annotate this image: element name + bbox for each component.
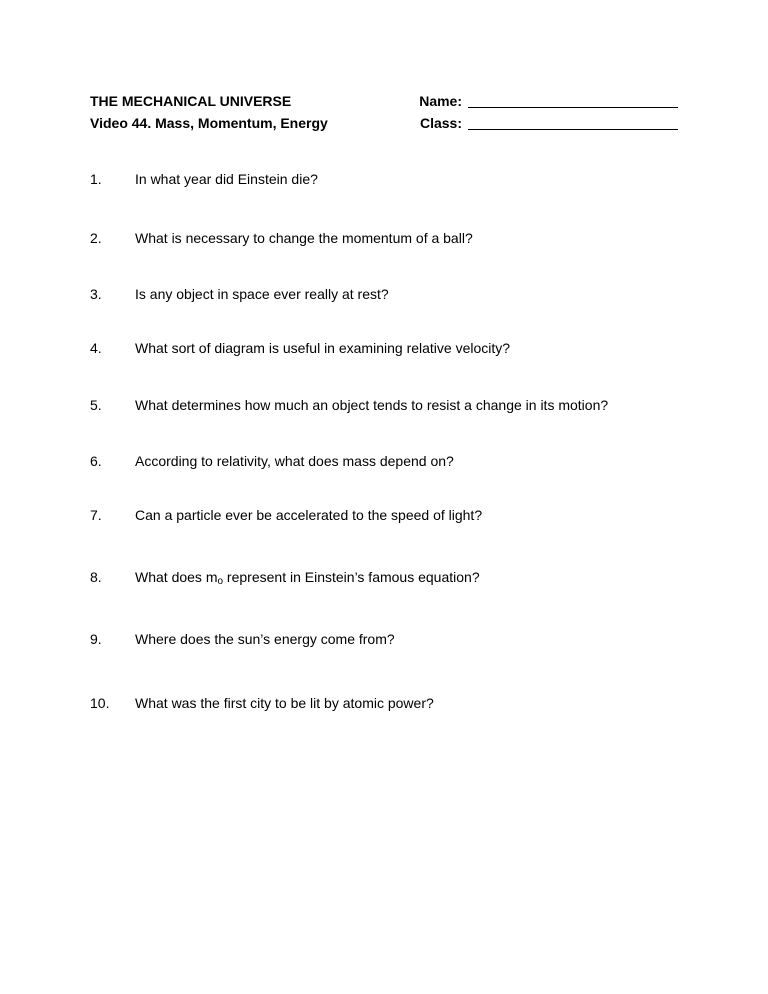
question-text-subscript: o (217, 576, 224, 587)
question-5 (90, 396, 608, 414)
question-4 (90, 339, 510, 357)
question-text: According to relativity, what does mass depend on? (135, 453, 454, 469)
question-number: 3. (90, 286, 102, 302)
class-field-row (410, 112, 678, 134)
worksheet-header (90, 90, 328, 134)
question-text: In what year did Einstein die? (135, 171, 318, 187)
question-2 (90, 229, 473, 247)
question-number: 7. (90, 507, 102, 523)
question-text: What determines how much an object tends to resist a change in its motion? (135, 397, 609, 413)
question-number: 8. (90, 569, 102, 585)
question-text (135, 568, 480, 591)
question-number: 5. (90, 397, 102, 413)
worksheet-title: THE MECHANICAL UNIVERSE (90, 93, 292, 109)
class-label: Class: (419, 115, 462, 131)
question-1 (90, 170, 318, 188)
question-text-start: What does m (135, 569, 218, 585)
name-field-row (410, 90, 678, 112)
class-blank-line[interactable] (468, 113, 678, 130)
question-6 (90, 452, 454, 470)
question-number: 1. (90, 171, 102, 187)
name-label: Name: (419, 93, 462, 109)
name-blank-line[interactable] (468, 91, 678, 108)
question-text: Is any object in space ever really at rest? (135, 286, 389, 302)
question-number: 6. (90, 453, 102, 469)
question-text: Where does the sun’s energy come from? (135, 631, 395, 647)
question-text-end: represent in Einstein’s famous equation? (223, 569, 480, 585)
question-text: Can a particle ever be accelerated to the speed of light? (135, 507, 483, 523)
question-text: What sort of diagram is useful in examining relative velocity? (135, 340, 511, 356)
question-7 (90, 506, 482, 524)
question-number: 2. (90, 230, 102, 246)
question-number: 4. (90, 340, 102, 356)
question-3 (90, 285, 389, 303)
question-9 (90, 630, 395, 648)
question-text: What was the first city to be lit by atomic power? (135, 695, 434, 711)
worksheet-subtitle: Video 44. Mass, Momentum, Energy (90, 115, 328, 131)
question-number: 9. (90, 631, 102, 647)
question-number: 10. (90, 695, 110, 711)
question-text: What is necessary to change the momentum of a ball? (135, 230, 473, 246)
question-8 (90, 568, 480, 591)
student-info (410, 90, 678, 134)
question-10 (90, 694, 434, 712)
